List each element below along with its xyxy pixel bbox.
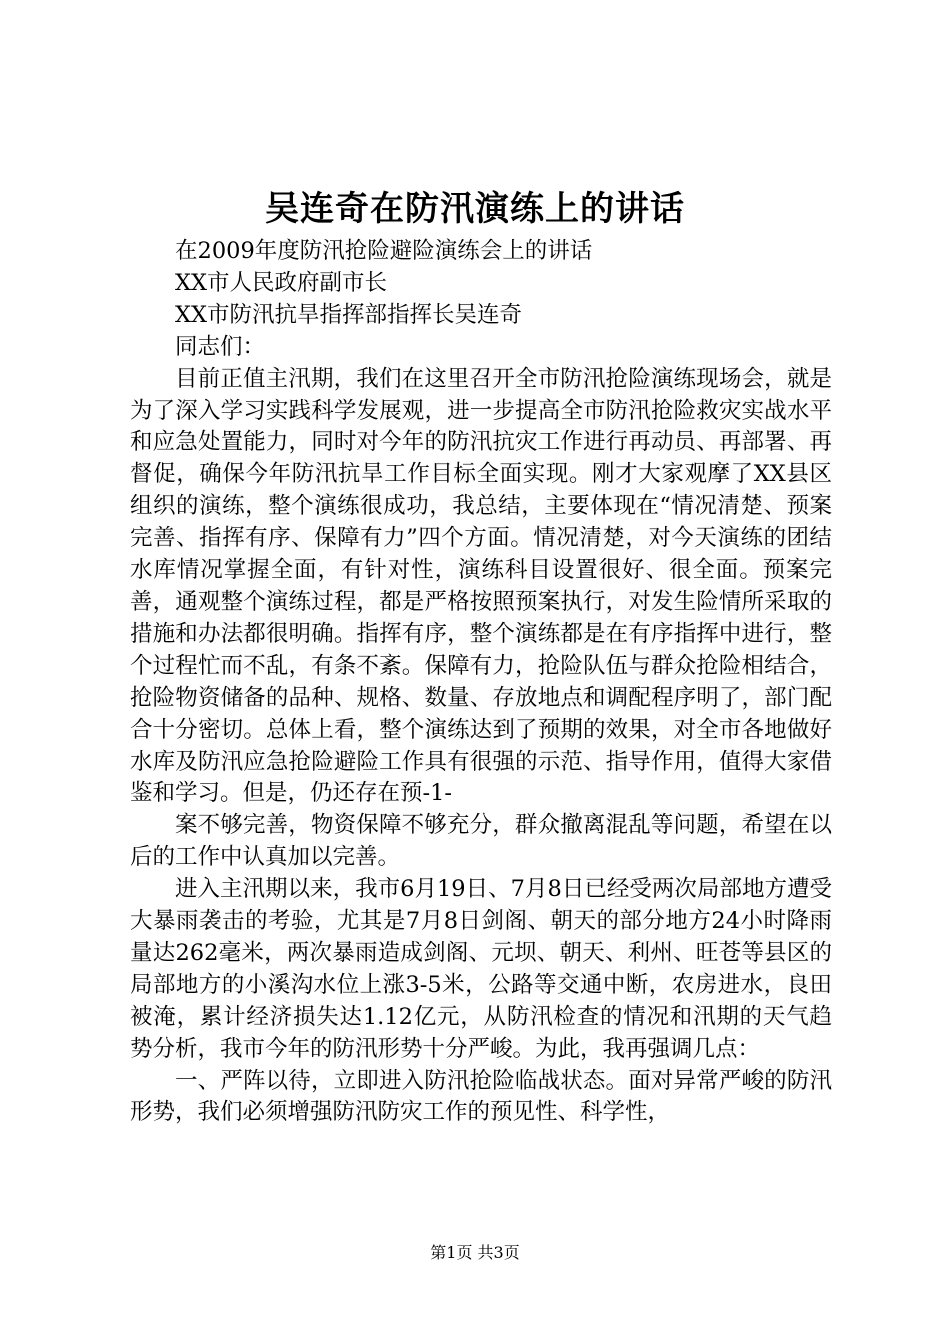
paragraph-salutation: 同志们： xyxy=(175,333,266,360)
paragraph-body: 一、严阵以待，立即进入防汛抢险临战状态。面对异常严峻的防汛形势，我们必须增强防汛防灾工作的预见性、科学性， xyxy=(130,1067,832,1126)
paragraph-speaker-name: XX市防汛抗旱指挥部指挥长吴连奇 xyxy=(175,301,523,328)
paragraph-body: 目前正值主汛期，我们在这里召开全市防汛抢险演练现场会，就是为了深入学习实践科学发展观，进一步提高全市防汛抢险救灾实战水平和应急处置能力，同时对今年的防汛抗灾工作进行再动员、再部署、再督促，确保今年防汛抗旱工作目标全面实现。刚才大家观摩了XX县区组织的演练，整个演练很成功，我总结，主要体现在“情况清楚、预案完善、指挥有序、保障有力”四个方面。情况清楚，对今天演练的团结水库情况掌握全面，有针对性，演练科目设置很好、很全面。预案完善，通观整个演练过程，都是严格按照预案执行，对发生险情所采取的措施和办法都很明确。指挥有序，整个演练都是在有序指挥中进行，整个过程忙而不乱，有条不紊。保障有力，抢险队伍与群众抢险相结合，抢险物资储备的品种、规格、数量、存放地点和调配程序明了，部门配合十分密切。总体上看，整个演练达到了预期的效果，对全市各地做好水库及防汛应急抢险避险工作具有很强的示范、指导作用，值得大家借鉴和学习。但是，仍还存在预-1- xyxy=(130,365,832,807)
paragraph-subtitle: 在2009年度防汛抢险避险演练会上的讲话 xyxy=(175,238,593,264)
paragraph-speaker-title: XX市人民政府副市长 xyxy=(175,269,388,296)
document-body xyxy=(130,236,832,1129)
paragraph-body: 进入主汛期以来，我市6月19日、7月8日已经受两次局部地方遭受大暴雨袭击的考验，尤其是7月8日剑阁、朝天的部分地方24小时降雨量达262毫米，两次暴雨造成剑阁、元坝、朝天、利州、旺苍等县区的局部地方的小溪沟水位上涨3-5米，公路等交通中断，农房进水，良田被淹，累计经济损失达1.12亿元，从防汛检查的情况和汛期的天气趋势分析，我市今年的防汛形势十分严峻。为此，我再强调几点： xyxy=(130,876,832,1062)
document-title: 吴连奇在防汛演练上的讲话 xyxy=(265,189,685,229)
paragraph-body: 案不够完善，物资保障不够充分，群众撤离混乱等问题，希望在以后的工作中认真加以完善。 xyxy=(130,812,832,871)
page-footer: 第1页 共3页 xyxy=(430,1243,520,1262)
